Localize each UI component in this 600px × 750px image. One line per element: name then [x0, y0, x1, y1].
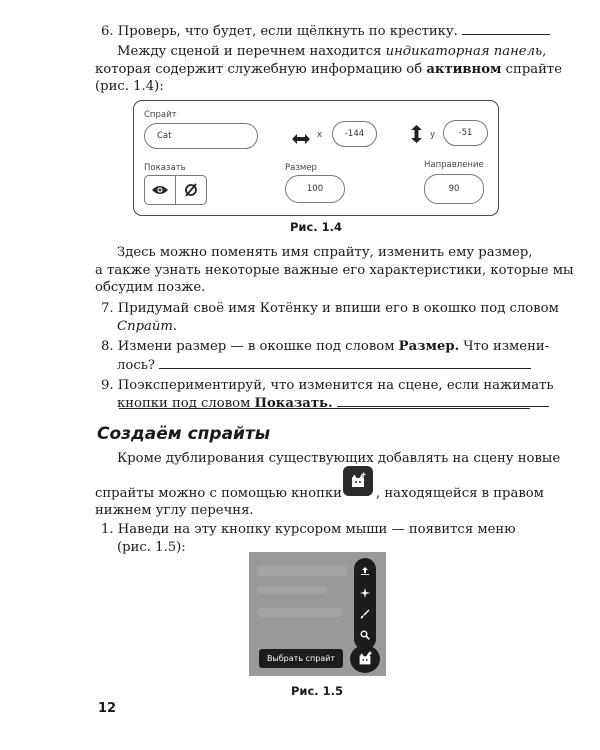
paint-icon[interactable]: [354, 605, 376, 623]
sprite-name-input[interactable]: Cat: [144, 123, 258, 149]
sprite-info-panel: [133, 100, 499, 216]
choose-sprite-tooltip: Выбрать спрайт: [259, 649, 343, 668]
para3-line-1: Кроме дублирования существующих добавлять на сцену новые: [117, 451, 561, 466]
eye-icon: [152, 184, 168, 196]
answer-line[interactable]: [462, 22, 550, 35]
y-label: y: [430, 130, 436, 140]
para3-line-3: нижнем углу перечня.: [95, 503, 254, 518]
para3-line-2-left: спрайты можно с помощью кнопки: [95, 486, 342, 501]
question-1: 1. Наведи на эту кнопку курсором мыши — появится меню: [101, 522, 516, 537]
upload-sprite-icon[interactable]: [354, 562, 376, 580]
intro-line-3: (рис. 1.4):: [95, 79, 164, 94]
choose-sprite-button[interactable]: [350, 645, 380, 673]
figure-1-4-caption: Рис. 1.4: [290, 220, 343, 234]
y-arrows-icon: [411, 125, 422, 147]
sprite-label: Спрайт: [144, 110, 177, 120]
hide-sprite-button[interactable]: [175, 175, 207, 205]
answer-line[interactable]: [337, 394, 549, 407]
direction-input[interactable]: 90: [424, 174, 484, 204]
page-number: 12: [98, 701, 117, 716]
sprite-menu-figure: [249, 552, 386, 676]
answer-line[interactable]: [159, 356, 531, 369]
x-input[interactable]: -144: [332, 121, 377, 147]
para2-line-2: а также узнать некоторые важные его характеристики, которые мы: [95, 263, 574, 278]
eye-slash-icon: [183, 182, 199, 198]
surprise-icon[interactable]: [354, 584, 376, 602]
para3-line-2-right: , находящейся в правом: [376, 486, 544, 501]
y-input[interactable]: -51: [443, 120, 488, 146]
section-heading: Создаём спрайты: [97, 424, 271, 444]
para2-line-1: Здесь можно поменять имя спрайту, изменить ему размер,: [117, 245, 533, 260]
figure-1-5-caption: Рис. 1.5: [291, 684, 344, 698]
question-9: 9. Поэкспериментируй, что изменится на сцене, если нажимать: [101, 378, 554, 393]
question-8: 8. Измени размер — в окошке под словом Размер. Что измени-: [101, 339, 550, 354]
intro-line-1: Между сценой и перечнем находится индикаторная панель,: [117, 44, 547, 59]
cat-icon: [356, 650, 374, 668]
x-arrows-icon: [292, 130, 310, 149]
size-label: Размер: [285, 163, 317, 173]
question-9-line-2: кнопки под словом Показать.: [117, 394, 549, 412]
intro-line-2: которая содержит служебную информацию об активном спрайте: [95, 62, 563, 77]
x-label: x: [317, 130, 323, 140]
direction-label: Направление: [424, 160, 484, 170]
add-sprite-icon: [343, 466, 373, 496]
question-8-line-2: лось?: [117, 356, 531, 374]
show-label: Показать: [144, 163, 186, 173]
question-7-line-2: Спрайт.: [117, 319, 178, 334]
question-1-line-2: (рис. 1.5):: [117, 540, 186, 555]
question-6: 6. Проверь, что будет, если щёлкнуть по крестику.: [101, 22, 550, 40]
size-input[interactable]: 100: [285, 175, 345, 203]
sprite-menu: [354, 558, 376, 650]
answer-line[interactable]: [119, 408, 530, 409]
show-sprite-button[interactable]: [144, 175, 176, 205]
para2-line-3: обсудим позже.: [95, 280, 206, 295]
search-icon[interactable]: [354, 626, 376, 644]
cat-icon: [348, 471, 368, 491]
question-7: 7. Придумай своё имя Котёнку и впиши его в окошко под словом: [101, 301, 559, 316]
